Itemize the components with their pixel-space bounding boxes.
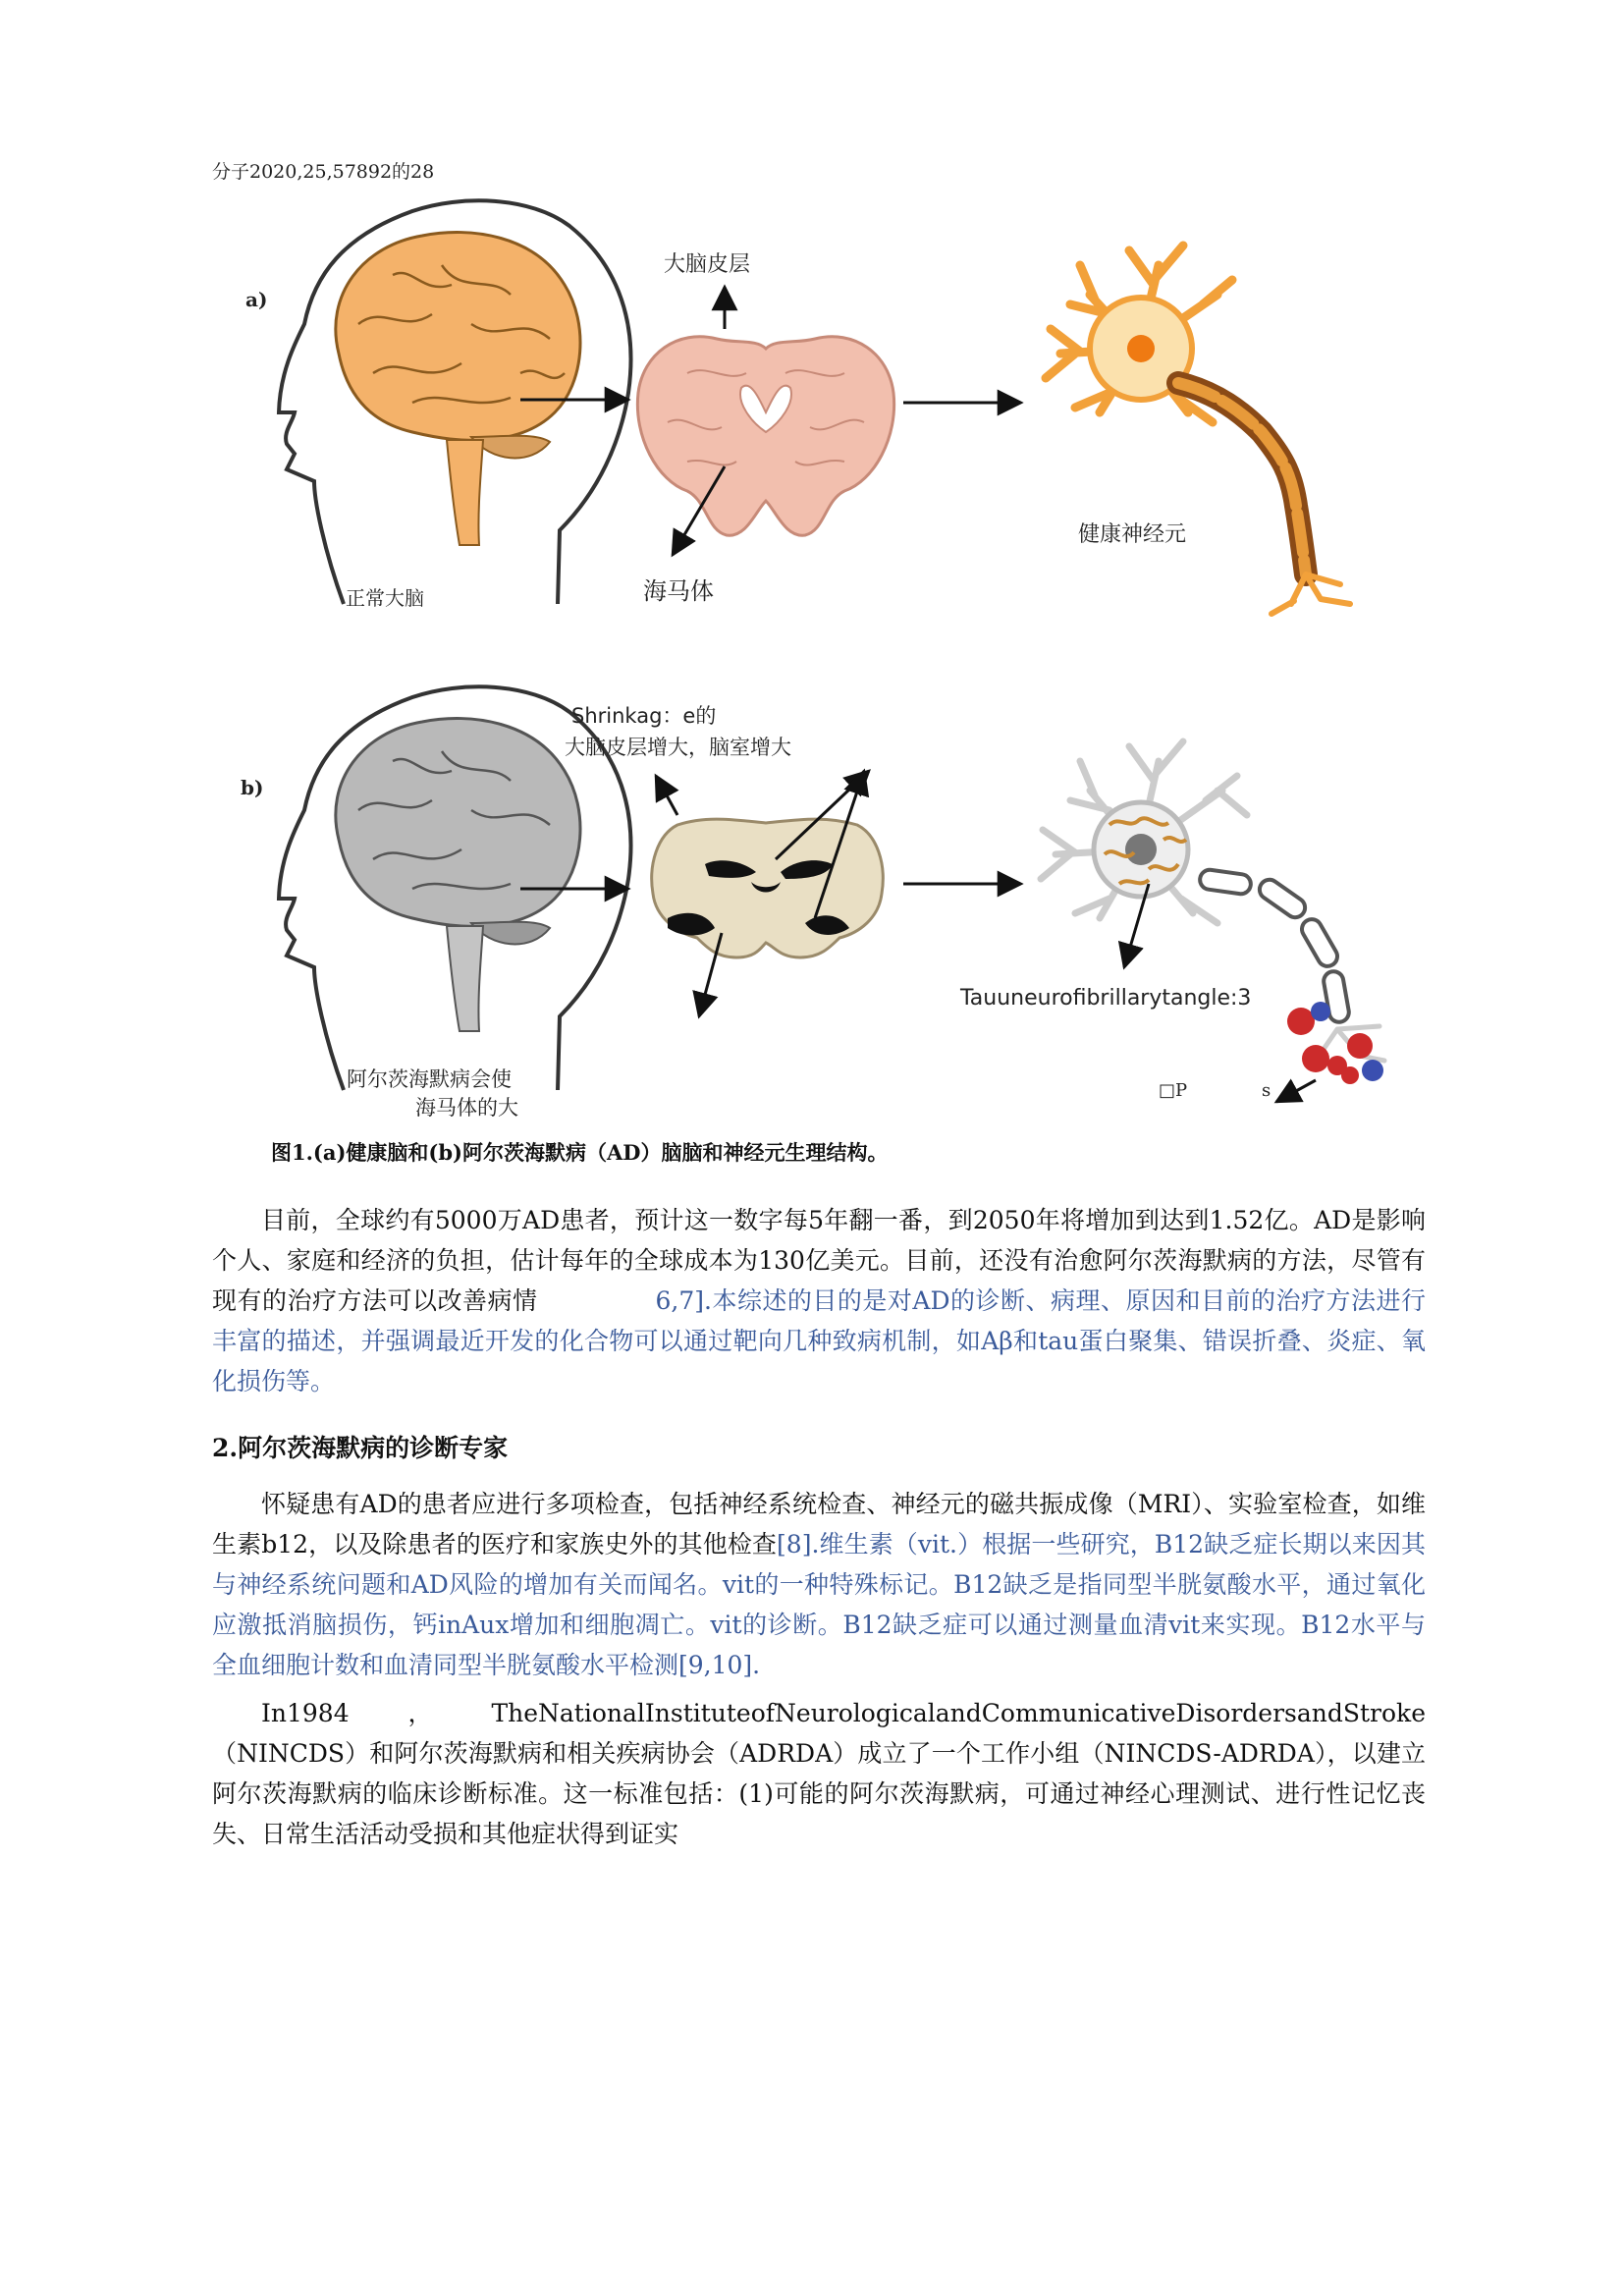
section-2-heading: 2.阿尔茨海默病的诊断专家 xyxy=(212,1434,509,1462)
paragraph-2-citation[interactable]: [8].维生素（vit.）根据一些研究，B12缺乏症长期以来因其与神经系统问题和AD风险的增加有关而闻名。vit的一种特殊标记。B12缺乏是指同型半胱氨酸水平，通过氧化应激抵消脑损伤，钙inAux增加和细胞凋亡。vit的诊断。B12缺乏症可以通过测量血清vit来实现。B12水平与全血细胞计数和血清同型半胱氨酸水平检测[9,10]. xyxy=(212,1530,1426,1679)
paragraph-3-text: In1984，TheNationalInstituteofNeurologicalandCommunicativeDisordersandStroke（NINCDS）和阿尔茨海默病和相关疾病协会（ADRDA）成立了一个工作小组（NINCDS-ADRDA），以建立阿尔茨海默病的临床诊断标准。这一标准包括：(1)可能的阿尔茨海默病，可通过神经心理测试、进行性记忆丧失、日常生活活动受损和其他症状得到证实 xyxy=(212,1699,1426,1848)
brainstem-b xyxy=(447,926,483,1031)
label-cortex: 大脑皮层 xyxy=(664,252,751,277)
label-plaque-left: □P xyxy=(1159,1080,1188,1101)
paragraph-2 xyxy=(212,1484,1426,1685)
paragraph-1-text: 目前，全球约有5000万AD患者，预计这一数字每5年翻一番，到2050年将增加到达到1.52亿。AD是影响个人、家庭和经济的负担，估计每年的全球成本为130亿美元。目前，还没有治愈阿尔茨海默病的方法，尽管有现有的治疗方法可以改善病情 xyxy=(212,1206,1426,1315)
paragraph-3 xyxy=(212,1693,1426,1854)
figure-caption: 图1.(a)健康脑和(b)阿尔茨海默病（AD）脑脑和神经元生理结构。 xyxy=(271,1140,889,1165)
label-hippocampus: 海马体 xyxy=(643,577,714,605)
label-healthy-neuron: 健康神经元 xyxy=(1078,522,1187,547)
paragraph-1-citation[interactable]: 6,7].本综述的目的是对AD的诊断、病理、原因和目前的治疗方法进行丰富的描述，并强调最近开发的化合物可以通过靶向几种致病机制，如Aβ和tau蛋白聚集、错误折叠、炎症、氧化损伤等。 xyxy=(212,1286,1426,1395)
label-tau: Tauuneurofibrillarytangle:3 xyxy=(960,986,1252,1011)
panel-a-letter: a) xyxy=(245,288,268,311)
running-header: 分子2020,25,57892的28 xyxy=(212,161,435,183)
brain-ad xyxy=(336,719,580,927)
label-shrinkage-line1: Shrinkag：e的 xyxy=(571,704,717,728)
brain-healthy xyxy=(336,233,580,441)
body-text xyxy=(212,1200,1426,1862)
label-normal-brain: 正常大脑 xyxy=(346,586,424,610)
label-plaque-right: s xyxy=(1262,1080,1271,1101)
paragraph-1 xyxy=(212,1200,1426,1401)
brainstem-a xyxy=(447,440,483,545)
panel-b-letter: b) xyxy=(241,776,264,799)
label-ad-line1: 阿尔茨海默病会使 xyxy=(347,1067,512,1091)
label-ad-line2: 海马体的大 xyxy=(415,1096,518,1120)
brain-slice-healthy xyxy=(637,337,893,535)
label-shrinkage-line2: 大脑皮层增大，脑室增大 xyxy=(565,736,791,759)
paragraph-2-text: 怀疑患有AD的患者应进行多项检查，包括神经系统检查、神经元的磁共振成像（MRI）、实验室检查，如维生素b12，以及除患者的医疗和家族史外的其他检查 xyxy=(212,1490,1426,1558)
